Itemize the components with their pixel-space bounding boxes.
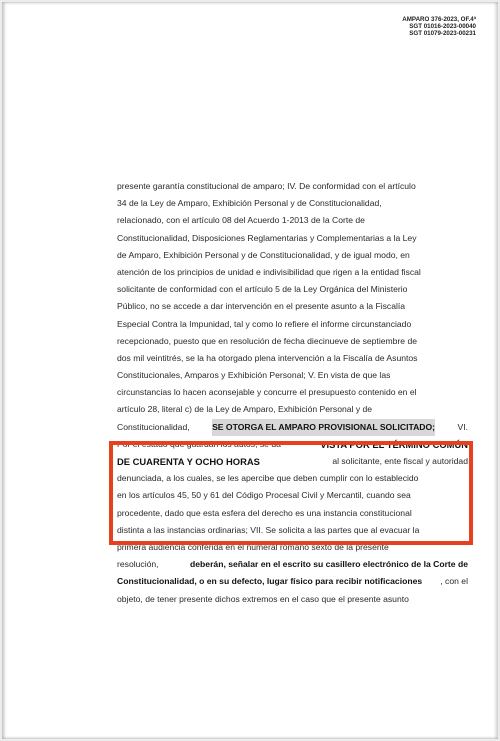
text-line <box>117 230 468 247</box>
bold-term-text: VISTA POR EL TÉRMINO COMÚN <box>320 438 468 450</box>
text-segment: Por el estado que guardan los autos, se da <box>117 438 281 449</box>
case-reference <box>402 16 476 38</box>
case-ref-sgt-2: SGT 01079-2023-00231 <box>409 30 476 38</box>
text-line <box>117 178 468 195</box>
text-line-content: recepcionado, puesto que en resolución de fecha diecinueve de septiembre de <box>117 335 418 346</box>
text-line-content: presente garantía constitucional de amparo; IV. De conformidad con el artículo <box>117 181 416 191</box>
text-line-content: objeto, de tener presente dichos extremos en el caso que el presente asunto <box>117 593 409 604</box>
text-line <box>117 419 468 436</box>
text-line-content: en los artículos 45, 50 y 61 del Código Procesal Civil y Mercantil, cuando sea <box>117 490 411 501</box>
text-line-content: primera audiencia conferida en el numeral romano sexto de la presente <box>117 541 389 552</box>
bold-term-text: DE CUARENTA Y OCHO HORAS <box>117 456 260 467</box>
text-segment: VI. <box>457 421 468 432</box>
text-line <box>117 264 468 281</box>
provisional-amparo-granted-text: SE OTORGA EL AMPARO PROVISIONAL SOLICITADO; <box>212 419 435 436</box>
text-line-content: relacionado, con el artículo 08 del Acuerdo 1-2013 de la Corte de <box>117 215 365 226</box>
text-line <box>117 573 468 590</box>
text-line-content: Público, no se accede a dar intervención en el presente asunto a la Fiscalía <box>117 301 406 312</box>
case-ref-sgt-1: SGT 01016-2023-00040 <box>409 23 476 31</box>
text-segment: Constitucionalidad, <box>117 421 190 432</box>
text-line-content: solicitante de conformidad con el artículo 5 de la Ley Orgánica del Ministerio <box>117 284 408 295</box>
text-line <box>117 556 468 573</box>
text-line <box>117 591 468 608</box>
text-segment: , con el <box>440 576 468 587</box>
text-line-content: denunciada, a los cuales, se les apercibe que deben cumplir con lo establecido <box>117 473 419 484</box>
highlight-box <box>109 441 473 545</box>
text-line <box>117 384 468 401</box>
text-line-content: atención de los principios de unidad e indivisibilidad que rigen a la entidad fiscal <box>117 266 421 277</box>
text-line <box>117 333 468 350</box>
text-line <box>117 195 468 212</box>
bold-instruction-text: Constitucionalidad, o en su defecto, lugar físico para recibir notificaciones <box>117 576 423 587</box>
text-line-content: distinta a las instancias ordinarias; VII. Se solicita a las partes que al evacuar la <box>117 524 420 535</box>
bold-instruction-text: deberán, señalar en el escrito su casillero electrónico de la Corte de <box>190 559 468 570</box>
text-line-content: 34 de la Ley de Amparo, Exhibición Personal y de Constitucionalidad, <box>117 198 382 209</box>
text-line <box>117 401 468 418</box>
text-line-content: artículo 28, literal c) de la Ley de Amparo, Exhibición Personal y de <box>117 404 373 415</box>
text-line-content: Especial Contra la Impunidad, tal y como lo refiere el informe circunstanciado <box>117 318 412 329</box>
text-line-content: procedente, dado que esta esfera del derecho es una instancia constitucional <box>117 507 412 518</box>
text-line <box>117 367 468 384</box>
text-line <box>117 247 468 264</box>
case-ref-amparo: AMPARO 376-2023, OF.4ª <box>402 16 476 23</box>
text-line-content: de Amparo, Exhibición Personal y de Constitucionalidad, y de igual modo, en <box>117 249 410 260</box>
text-line <box>117 281 468 298</box>
text-line <box>117 212 468 229</box>
text-line <box>117 316 468 333</box>
text-segment: resolución, <box>117 559 159 570</box>
text-segment: al solicitante, ente fiscal y autoridad <box>332 456 468 466</box>
text-line-content: circunstancias lo hacen aconsejable y concurre el presupuesto contenido en el <box>117 387 417 398</box>
text-line-content: dos mil veintitrés, se la ha otorgado plena intervención a la Fiscalía de Asuntos <box>117 352 418 363</box>
text-line <box>117 350 468 367</box>
text-line-content: Constitucionalidad, Disposiciones Reglamentarias y Complementarias a la Ley <box>117 232 417 243</box>
text-line <box>117 298 468 315</box>
text-line-content: Constitucionales, Amparos y Exhibición Personal; V. En vista de que las <box>117 370 391 381</box>
